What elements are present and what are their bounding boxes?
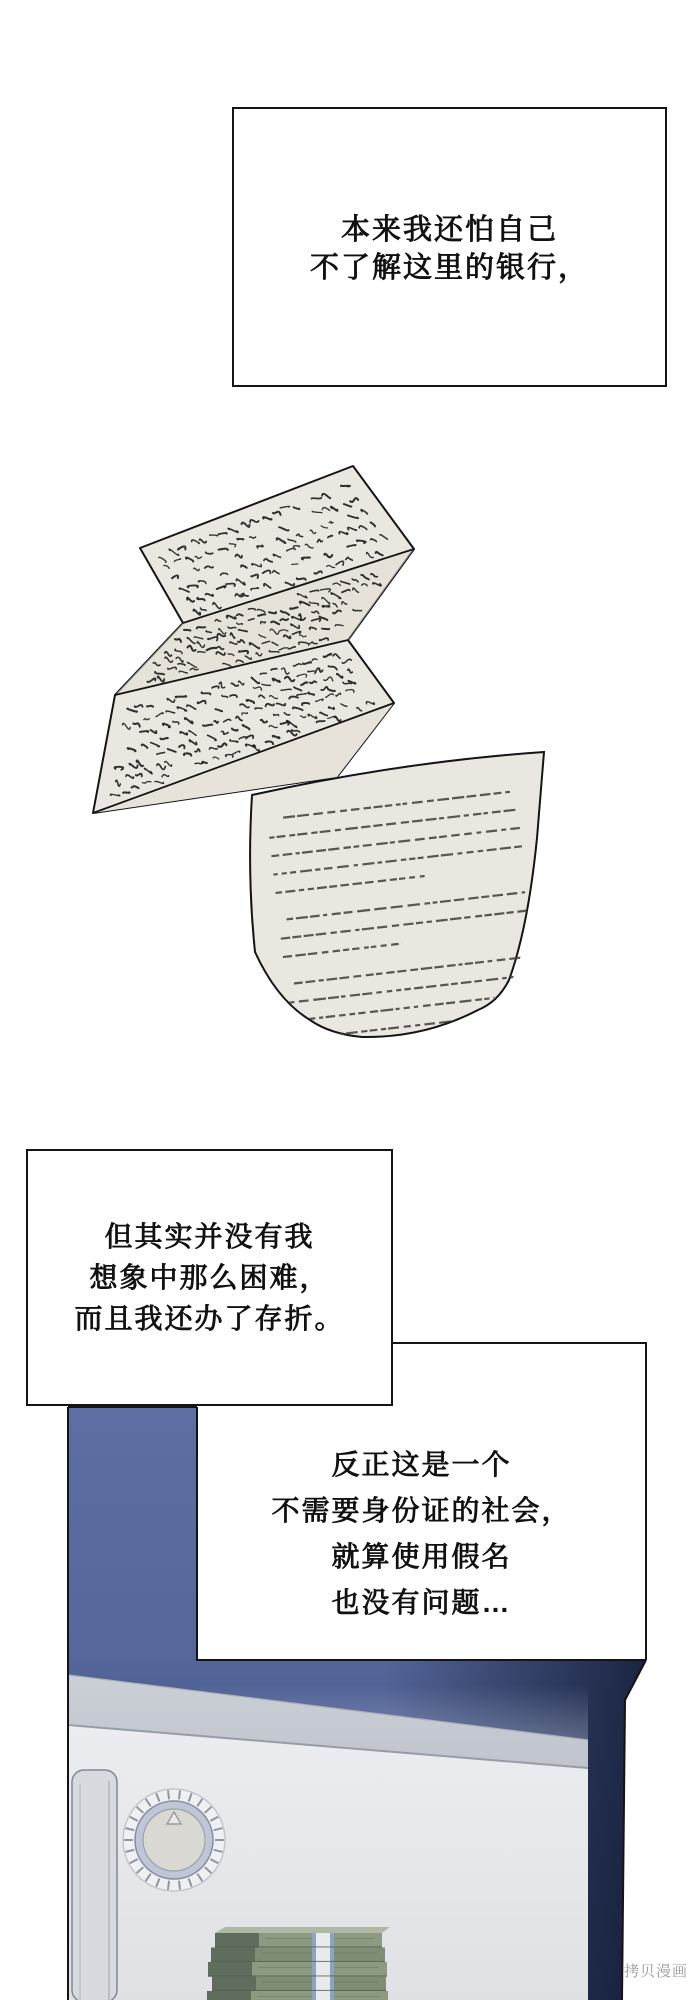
safe-dial xyxy=(123,1789,225,1891)
dialogue-line: 但其实并没有我 xyxy=(104,1221,315,1252)
speech-bubble-1 xyxy=(233,112,666,386)
dialogue-line: 不需要身份证的社会， xyxy=(271,1494,572,1526)
dialogue-line: 反正这是一个 xyxy=(331,1448,512,1480)
watermark: 拷贝漫画 xyxy=(624,1963,689,1980)
speech-bubble-3 xyxy=(197,1407,646,1660)
dialogue-line: 不了解这里的银行， xyxy=(309,252,589,284)
typed-letter-paper xyxy=(250,752,544,1040)
dialogue-line: 就算使用假名 xyxy=(331,1540,512,1572)
safe-hinge-bar xyxy=(72,1770,117,2000)
folded-letter-paper xyxy=(93,466,414,813)
money-stack xyxy=(207,1927,390,2000)
dialogue-line: 也没有问题… xyxy=(331,1586,512,1618)
dialogue-line: 本来我还怕自己 xyxy=(340,214,558,246)
dialogue-line: 想象中那么困难， xyxy=(89,1262,330,1293)
speech-bubble-2 xyxy=(27,1150,392,1405)
scene-right-border xyxy=(622,1660,646,2000)
dialogue-line: 而且我还办了存折。 xyxy=(74,1303,345,1334)
